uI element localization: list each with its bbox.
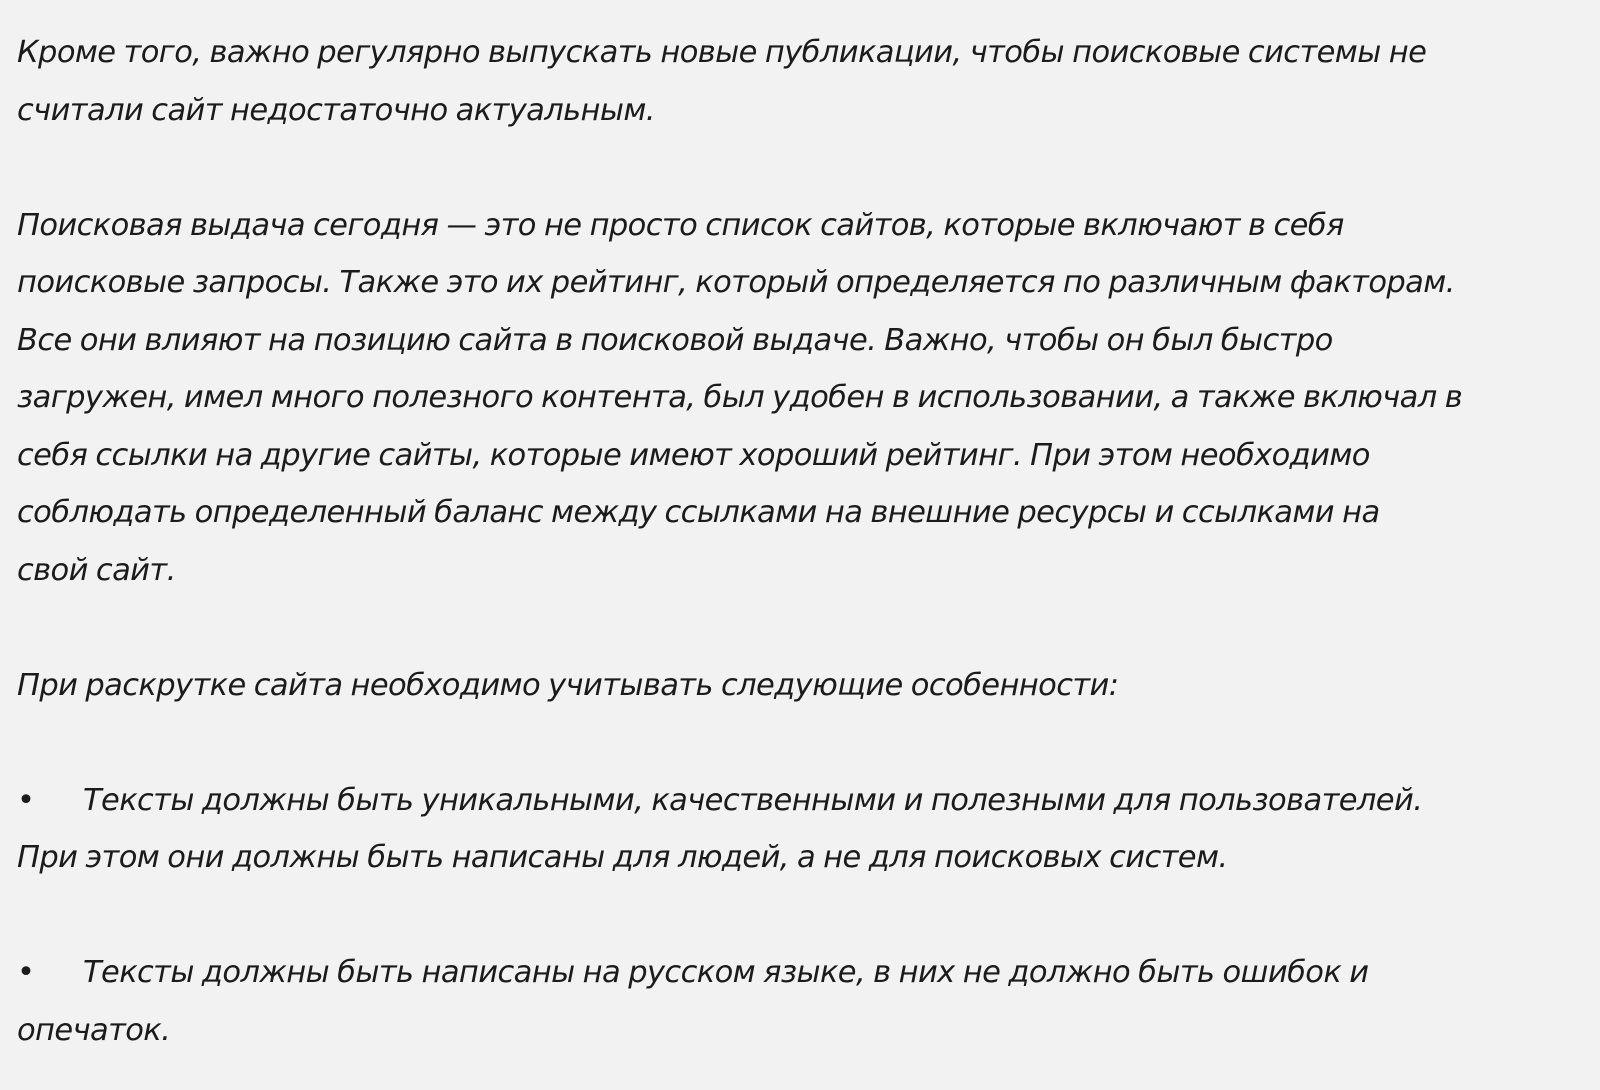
text-line: Кроме того, важно регулярно выпускать новые публикации, чтобы поисковые системы не <box>17 35 1427 70</box>
text-line: Поисковая выдача сегодня — это не просто список сайтов, которые включают в себя <box>17 207 1344 243</box>
text-line: опечаток. <box>17 1012 171 1048</box>
paragraph-promotion-intro <box>17 657 1583 715</box>
text-line: При этом они должны быть написаны для людей, а не для поисковых систем. <box>17 840 1228 875</box>
text-line: себя ссылки на другие сайты, которые имеют хороший рейтинг. При этом необходимо <box>17 437 1370 473</box>
text-line: Все они влияют на позицию сайта в поисковой выдаче. Важно, чтобы он был быстро <box>17 322 1333 358</box>
bullet-item-russian-language <box>17 944 1583 1059</box>
text-line: соблюдать определенный баланс между ссылками на внешние ресурсы и ссылками на <box>17 495 1380 530</box>
bullet-text: Тексты должны быть уникальными, качественными и полезными для пользователей. <box>83 782 1423 818</box>
bullet-text: Тексты должны быть написаны на русском языке, в них не должно быть ошибок и <box>83 955 1369 990</box>
bullet-icon: • <box>17 955 35 990</box>
paragraph-search-results <box>17 197 1583 600</box>
bullet-item-unique-texts <box>17 772 1583 887</box>
text-line: свой сайт. <box>17 552 176 588</box>
text-line <box>17 772 1583 830</box>
article-body <box>17 24 1583 1059</box>
text-line: поисковые запросы. Также это их рейтинг, который определяется по различным факторам. <box>17 265 1455 300</box>
text-line: считали сайт недостаточно актуальным. <box>17 92 655 128</box>
text-line <box>17 944 1583 1002</box>
text-line: загружен, имел много полезного контента, был удобен в использовании, а также включал в <box>17 380 1463 415</box>
bullet-icon: • <box>17 782 35 818</box>
text-line: При раскрутке сайта необходимо учитывать следующие особенности: <box>17 667 1119 703</box>
paragraph-publications <box>17 24 1583 139</box>
